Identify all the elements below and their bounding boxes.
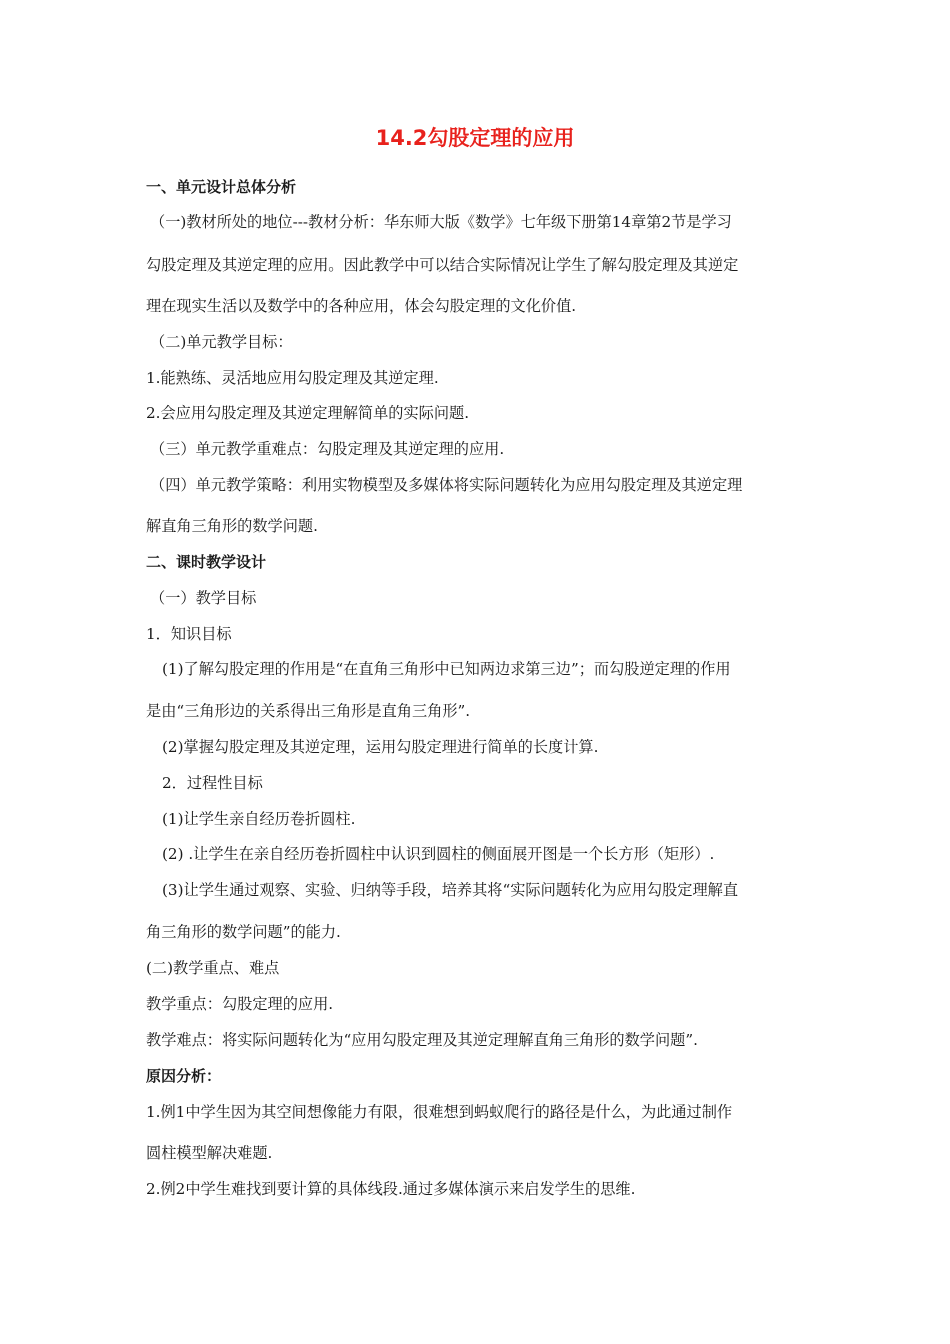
paragraph-line: （四）单元教学策略：利用实物模型及多媒体将实际问题转化为应用勾股定理及其逆定理 — [150, 476, 743, 494]
paragraph-line: 2.例2中学生难找到要计算的具体线段.通过多媒体演示来启发学生的思维. — [146, 1180, 636, 1198]
paragraph-line: 解直角三角形的数学问题. — [146, 517, 318, 535]
paragraph-line: 是由“三角形边的关系得出三角形是直角三角形”. — [146, 702, 471, 720]
paragraph-line: 教学重点：勾股定理的应用. — [146, 995, 334, 1013]
paragraph-line: 圆柱模型解决难题. — [146, 1144, 273, 1162]
paragraph-line: 1．知识目标 — [146, 625, 232, 643]
paragraph-line: （二)单元教学目标： — [150, 333, 293, 351]
paragraph-line: 理在现实生活以及数学中的各种应用，体会勾股定理的文化价值. — [146, 297, 577, 315]
paragraph-line: 2．过程性目标 — [162, 774, 263, 792]
paragraph-line: （一)教材所处的地位---教材分析：华东师大版《数学》七年级下册第14章第2节是学习 — [150, 213, 732, 231]
section-heading-2: 二、课时教学设计 — [146, 553, 267, 571]
paragraph-line: （三）单元教学重难点：勾股定理及其逆定理的应用. — [150, 440, 505, 458]
paragraph-line: 1.例1中学生因为其空间想像能力有限，很难想到蚂蚁爬行的路径是什么，为此通过制作 — [146, 1103, 733, 1121]
section-heading-3: 原因分析： — [146, 1067, 222, 1085]
paragraph-line: 1.能熟练、灵活地应用勾股定理及其逆定理. — [146, 369, 439, 387]
paragraph-line: (2) .让学生在亲自经历卷折圆柱中认识到圆柱的侧面展开图是一个长方形（矩形）. — [162, 845, 715, 863]
paragraph-line: (2)掌握勾股定理及其逆定理，运用勾股定理进行简单的长度计算. — [162, 738, 599, 756]
paragraph-line: (二)教学重点、难点 — [146, 959, 280, 977]
paragraph-line: 教学难点：将实际问题转化为“应用勾股定理及其逆定理解直角三角形的数学问题”. — [146, 1031, 698, 1049]
paragraph-line: 勾股定理及其逆定理的应用。因此教学中可以结合实际情况让学生了解勾股定理及其逆定 — [146, 256, 739, 274]
paragraph-line: (1)让学生亲自经历卷折圆柱. — [162, 810, 356, 828]
paragraph-line: (3)让学生通过观察、实验、归纳等手段，培养其将“实际问题转化为应用勾股定理解直 — [162, 881, 739, 899]
paragraph-line: (1)了解勾股定理的作用是“在直角三角形中已知两边求第三边”；而勾股逆定理的作用 — [162, 660, 731, 678]
paragraph-line: 角三角形的数学问题”的能力. — [146, 923, 341, 941]
section-heading-1: 一、单元设计总体分析 — [146, 178, 297, 196]
document-title: 14.2勾股定理的应用 — [375, 126, 575, 150]
paragraph-line: （一）教学目标 — [150, 589, 257, 607]
paragraph-line: 2.会应用勾股定理及其逆定理解简单的实际问题. — [146, 404, 470, 422]
